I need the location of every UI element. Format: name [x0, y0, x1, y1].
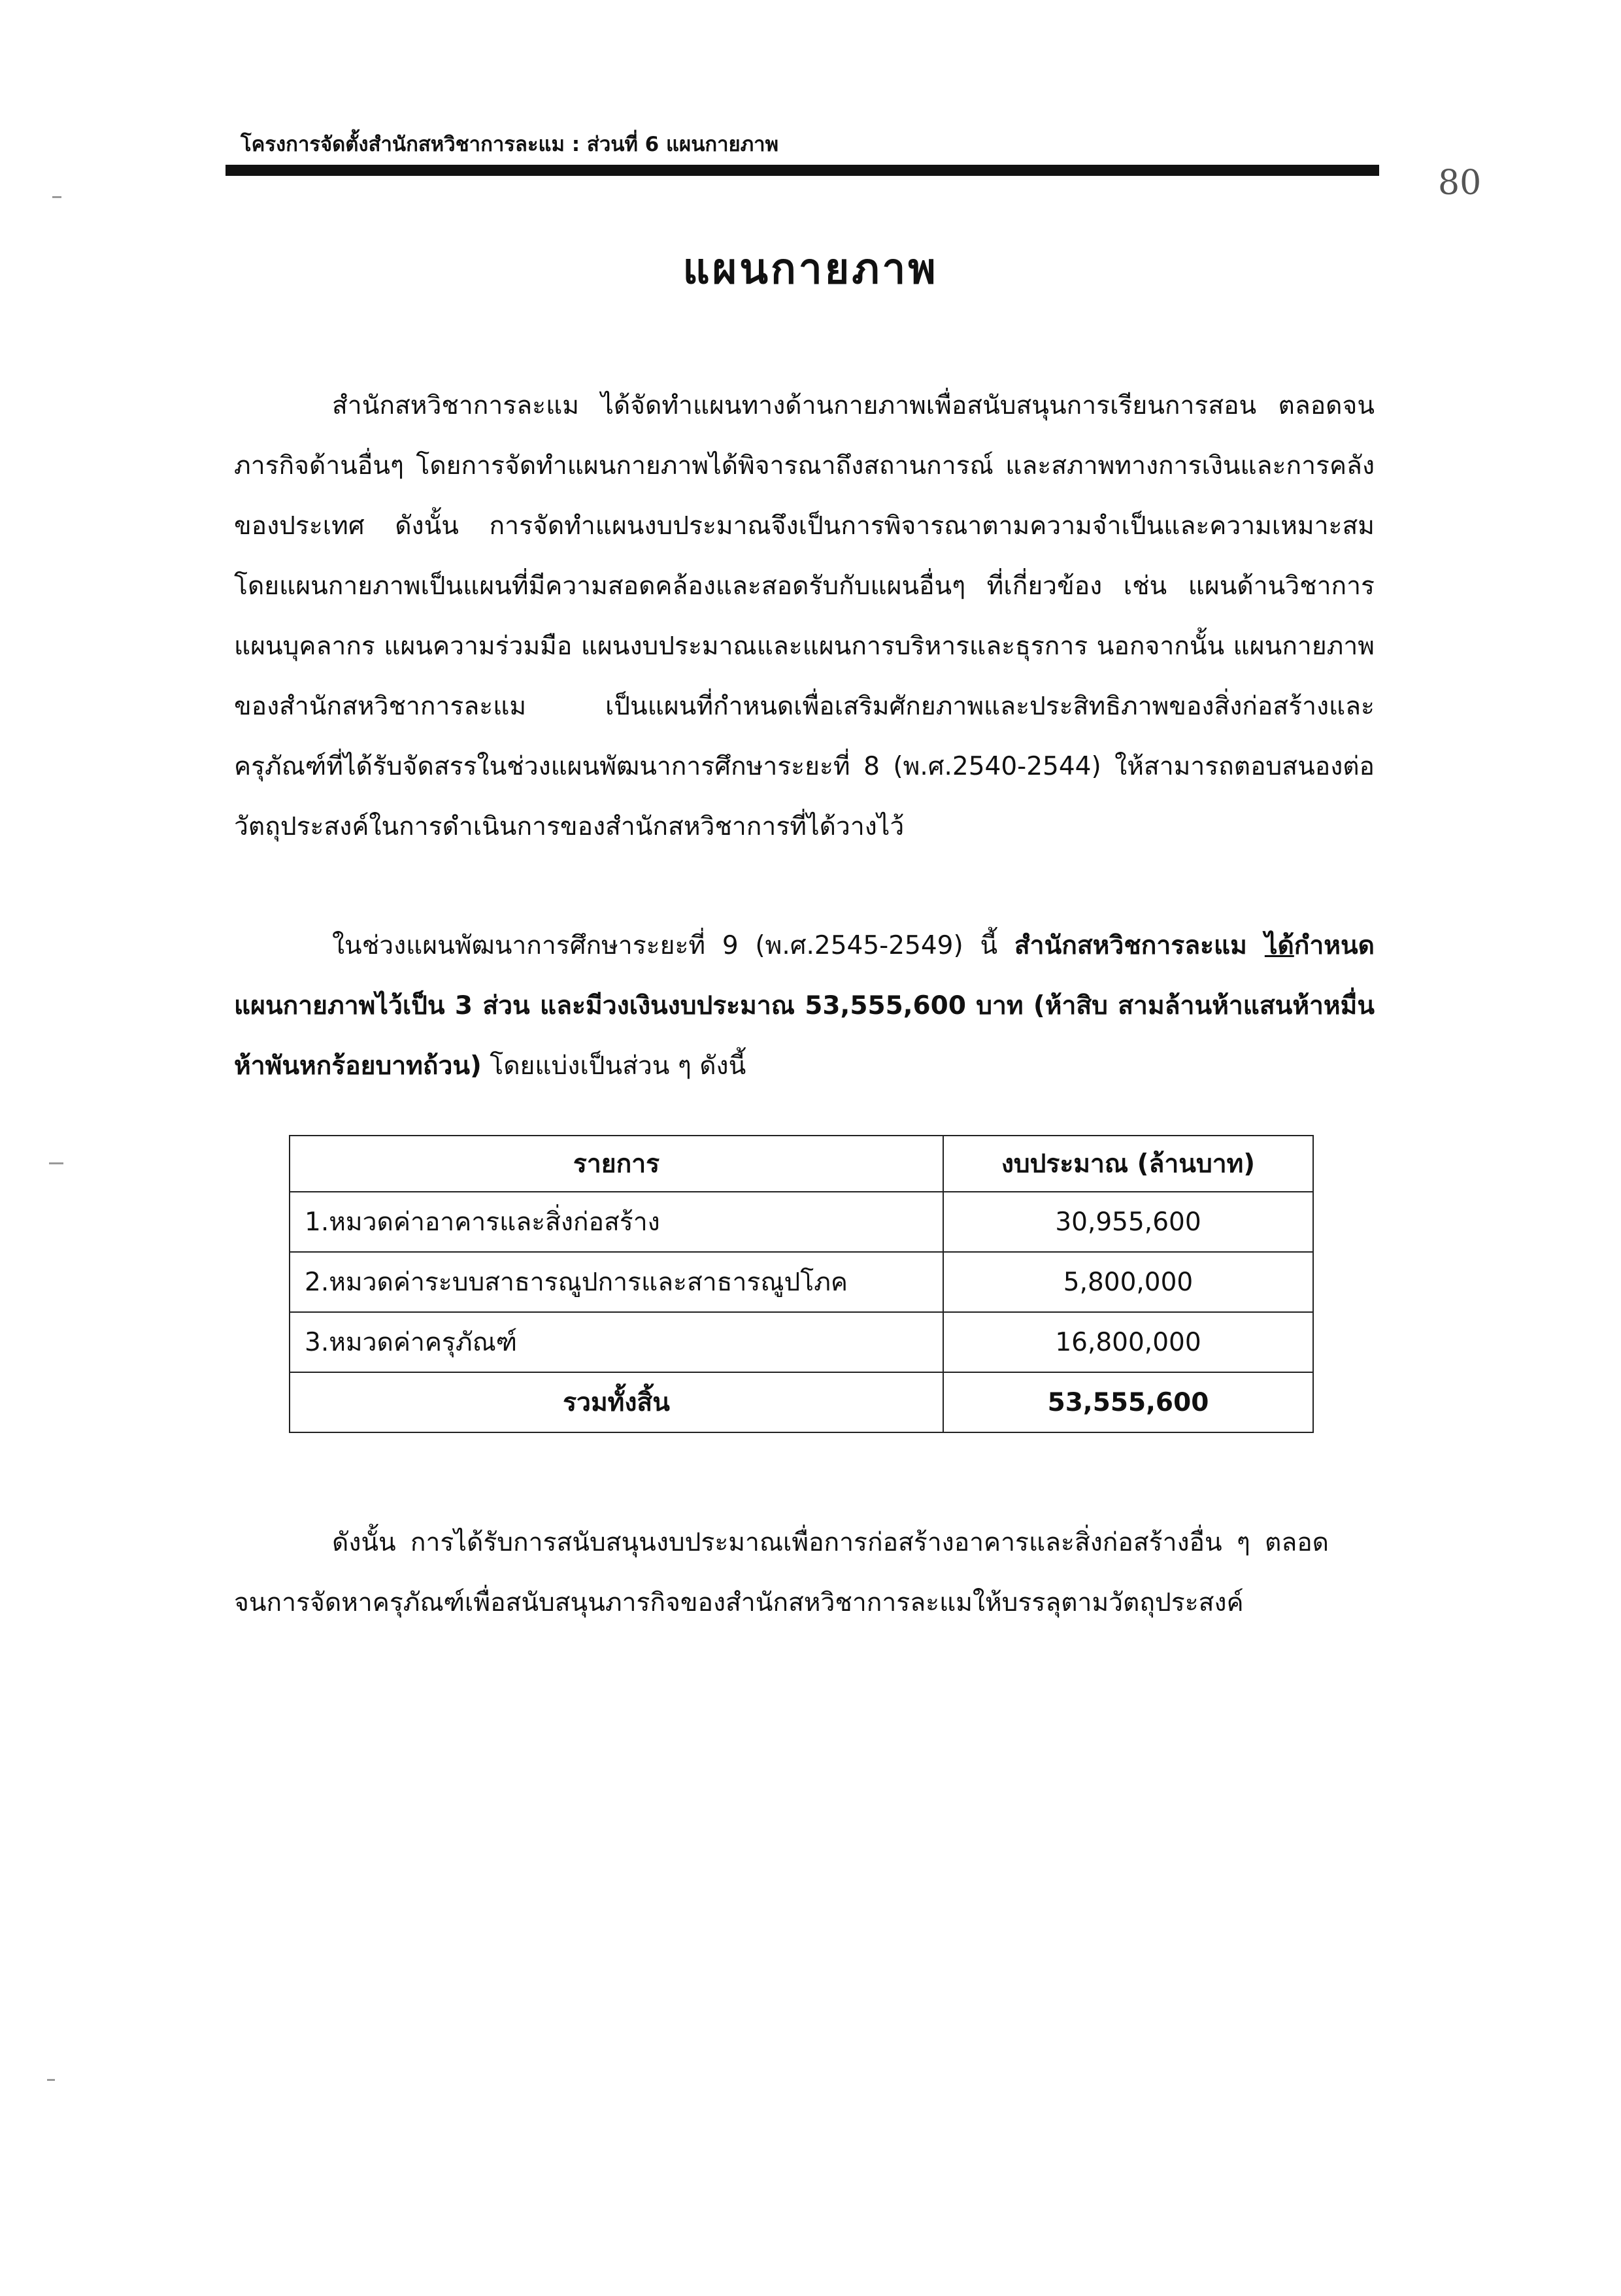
budget-paragraph-underlined: ได้	[1264, 931, 1294, 960]
budget-table	[289, 1135, 1314, 1433]
scan-speck	[52, 196, 61, 198]
total-label: รวมทั้งสิ้น	[290, 1372, 943, 1432]
budget-paragraph-amount: กำหนดแผนกายภาพไว้เป็น 3 ส่วน และมีวงเงินงบประมาณ 53,555,600 บาท (ห้าสิบ สามล้านห้าแสนห้าหมื่นห้าพันหกร้อยบาทถ้วน)	[234, 931, 1375, 1081]
scan-speck	[49, 1162, 63, 1164]
table-row	[290, 1192, 1313, 1252]
table-row	[290, 1252, 1313, 1312]
budget-paragraph-tail: โดยแบ่งเป็นส่วน ๆ ดังนี้	[481, 1051, 746, 1081]
running-header: โครงการจัดตั้งสำนักสหวิชาการละแม : ส่วนที่ 6 แผนกายภาพ	[241, 133, 778, 156]
scan-speck	[47, 2079, 55, 2081]
row-item: 1.หมวดค่าอาคารและสิ่งก่อสร้าง	[290, 1192, 943, 1252]
row-amount: 5,800,000	[943, 1252, 1313, 1312]
page-number: 80	[1438, 163, 1482, 203]
intro-paragraph: สำนักสหวิชาการละแม ได้จัดทำแผนทางด้านกายภาพเพื่อสนับสนุนการเรียนการสอน ตลอดจนภารกิจด้านอื่นๆ โดยการจัดทำแผนกายภาพได้พิจารณาถึงสถานการณ์ และสภาพทางการเงินและการคลังของประเทศ ดังนั้น การจัดทำแผนงบประมาณจึงเป็นการพิจารณาตามความจำเป็นและความเหมาะสม โดยแผนกายภาพเป็นแผนที่มีความสอดคล้องและสอดรับกับแผนอื่นๆ ที่เกี่ยวข้อง เช่น แผนด้านวิชาการ แผนบุคลากร แผนความร่วมมือ แผนงบประมาณและแผนการบริหารและธุรการ นอกจากนั้น แผนกายภาพของสำนักสหวิชาการละแม เป็นแผนที่กำหนดเพื่อเสริมศักยภาพและประสิทธิภาพของสิ่งก่อสร้างและครุภัณฑ์ที่ได้รับจัดสรรในช่วงแผนพัฒนาการศึกษาระยะที่ 8 (พ.ศ.2540-2544) ให้สามารถตอบสนองต่อวัตถุประสงค์ในการดำเนินการของสำนักสหวิชาการที่ได้วางไว้	[234, 391, 1375, 841]
table-total-row	[290, 1372, 1313, 1432]
table-row	[290, 1312, 1313, 1372]
table-header-row	[290, 1136, 1313, 1192]
header-rule	[226, 165, 1379, 176]
budget-paragraph-lead: ในช่วงแผนพัฒนาการศึกษาระยะที่ 9 (พ.ศ.2545-2549) นี้	[332, 931, 1014, 960]
row-amount: 30,955,600	[943, 1192, 1313, 1252]
row-item: 2.หมวดค่าระบบสาธารณูปการและสาธารณูปโภค	[290, 1252, 943, 1312]
header-item: รายการ	[290, 1136, 943, 1192]
budget-paragraph	[234, 916, 1375, 1096]
row-amount: 16,800,000	[943, 1312, 1313, 1372]
header-amount: งบประมาณ (ล้านบาท)	[943, 1136, 1313, 1192]
row-item: 3.หมวดค่าครุภัณฑ์	[290, 1312, 943, 1372]
budget-paragraph-office: สำนักสหวิชการละแม	[1014, 931, 1265, 960]
total-amount: 53,555,600	[943, 1372, 1313, 1432]
page-title: แผนกายภาพ	[682, 245, 939, 294]
closing-paragraph: ดังนั้น การได้รับการสนับสนุนงบประมาณเพื่อการก่อสร้างอาคารและสิ่งก่อสร้างอื่น ๆ ตลอดจนการจัดหาครุภัณฑ์เพื่อสนับสนุนภารกิจของสำนักสหวิชาการละแมให้บรรลุตามวัตถุประสงค์	[234, 1528, 1329, 1617]
